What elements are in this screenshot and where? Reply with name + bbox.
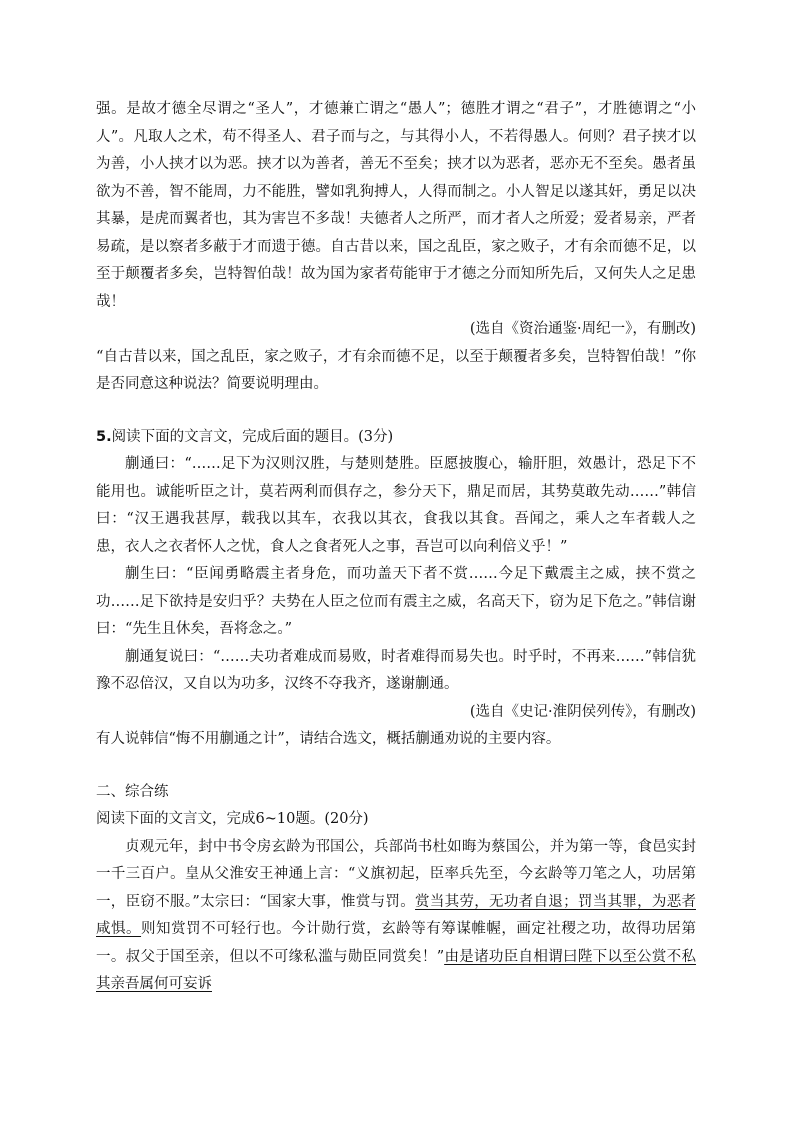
question-5-paragraph-1: 蒯通曰：“……足下为汉则汉胜，与楚则楚胜。臣愿披腹心，输肝胆，效愚计，恐足下不能用也。诚能听臣之计，莫若两利而俱存之，参分天下，鼎足而居，其势莫敢先动……”韩信曰：“汉王遇我甚厚，载我以其车，衣我以其衣，食我以其食。吾闻之，乘人之车者载人之患，衣人之衣者怀人之忧，食人之食者死人之事，吾岂可以向利倍义乎！” [96,456,696,555]
underlined-sentence-2: 由是诸功臣自相谓曰陛下以至公赏不私其亲吾属何可妄诉 [96,948,697,992]
passage-4-question: “自古昔以来，国之乱臣，家之败子，才有余而德不足，以至于颠覆者多矣，岂特智伯哉！”你是否同意这种说法？简要说明理由。 [96,348,696,392]
spacer [96,754,696,779]
passage-4-source: (选自《资治通鉴·周纪一》，有删改) [469,321,696,337]
question-5-paragraph-3: 蒯通复说曰：“……夫功者难成而易败，时者难得而易失也。时乎时，不再来……”韩信犹豫不忍倍汉，又自以为功多，汉终不夺我齐，遂谢蒯通。 [96,648,696,692]
question-5-paragraph-2: 蒯生曰：“臣闻勇略震主者身危，而功盖天下者不赏……今足下戴震主之威，挟不赏之功……足下欲持是安归乎？夫势在人臣之位而有震主之威，名高天下，窃为足下危之。”韩信谢曰：“先生且休矣，吾将念之。” [96,566,696,637]
section-2-title: 二、综合练 [96,783,169,800]
section-2-text-start: 贞观元年，封中书令房玄龄为邗国公，兵部尚书杜如晦为蔡国公，并为第一等，食邑实封一千三百户。皇从父淮安王神通上言：“义旗初起，臣率兵先至，今玄龄等刀笔之人，功居第一，臣窃不服。”太宗曰：“国家大事，惟赏与罚。 [96,838,696,910]
section-2-text-mid: 则知赏罚不可轻行也。今计勋行赏，玄龄等有筹谋帷幄，画定社稷之功，故得功居第一。叔父于国至亲，但以不可缘私滥与勋臣同赏矣！” [96,921,697,965]
underlined-sentence: 赏当其劳，无功者自退；罚当其罪，为恶者咸惧。 [96,893,696,937]
question-5-header [96,424,696,452]
section-2-intro: 阅读下面的文言文，完成6~10题。(20分) [96,811,369,827]
question-5-number: 5. [96,428,112,445]
document-page [96,96,696,999]
spacer [96,399,696,424]
question-5-prompt: 有人说韩信“悔不用蒯通之计”，请结合选文，概括蒯通劝说的主要内容。 [96,731,561,747]
question-5-header-text: 阅读下面的文言文，完成后面的题目。(3分) [111,428,394,445]
question-5-source: (选自《史记·淮阴侯列传》，有删改) [469,703,696,720]
passage-4-body: 强。是故才德全尽谓之“圣人”，才德兼亡谓之“愚人”；德胜才谓之“君子”，才胜德谓之“小人”。凡取人之术，苟不得圣人、君子而与之，与其得小人，不若得愚人。何则？君子挟才以为善，小人挟才以为恶。挟才以为善者，善无不至矣；挟才以为恶者，恶亦无不至矣。愚者虽欲为不善，智不能周，力不能胜，譬如乳狗搏人，人得而制之。小人智足以遂其奸，勇足以决其暴，是虎而翼者也，其为害岂不多哉！夫德者人之所严，而才者人之所爱；爱者易亲，严者易疏，是以察者多蔽于才而遗于德。自古昔以来，国之乱臣，家之败子，才有余而德不足，以至于颠覆者多矣，岂特智伯哉！故为国为家者苟能审于才德之分而知所先后，又何失人之足患哉！ [96,101,696,310]
section-2-paragraph [96,834,696,999]
